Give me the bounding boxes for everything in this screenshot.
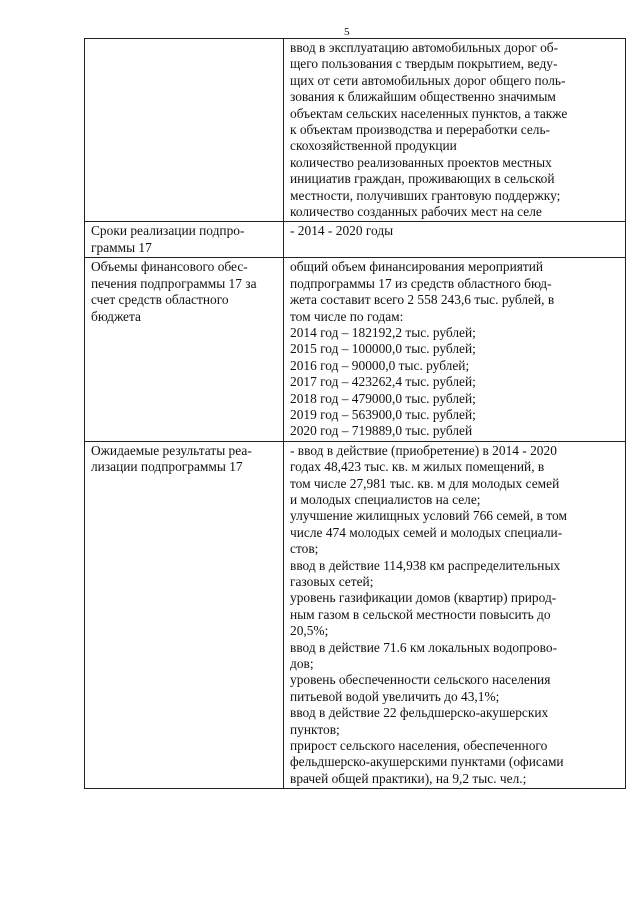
- text-line: количество реализованных проектов местных: [290, 154, 552, 170]
- text-line: стов;: [290, 541, 319, 557]
- text-line: 2014 год – 182192,2 тыс. рублей;: [290, 324, 476, 340]
- text-line: ввод в действие 71.6 км локальных водопрово-: [290, 639, 558, 655]
- text-line: том числе 27,981 тыс. кв. м для молодых семей: [290, 475, 560, 491]
- text-line: уровень обеспеченности сельского населения: [290, 672, 551, 688]
- text-line: 2020 год – 719889,0 тыс. рублей: [290, 423, 473, 439]
- text-line: ввод в действие 114,938 км распределительных: [290, 557, 561, 573]
- text-line: зования к ближайшим общественно значимым: [290, 89, 556, 105]
- text-line: 2018 год – 479000,0 тыс. рублей;: [290, 390, 476, 406]
- text-line: ввод в действие 22 фельдшерско-акушерских: [290, 705, 549, 721]
- row-value: [284, 441, 626, 789]
- text-line: числе 474 молодых семей и молодых специали-: [290, 524, 563, 540]
- subprogram-passport-table: [84, 38, 626, 789]
- text-line: 20,5%;: [290, 623, 329, 639]
- targets-row: [85, 39, 626, 222]
- expected-results-row: [85, 441, 626, 789]
- text-line: инициатив граждан, проживающих в сельской: [290, 171, 555, 187]
- text-line: скохозяйственной продукции: [290, 138, 457, 154]
- row-value: [284, 258, 626, 441]
- text-line: к объектам производства и переработки сель-: [290, 122, 551, 138]
- text-line: и молодых специалистов на селе;: [290, 491, 481, 507]
- page-number: 5: [344, 26, 350, 38]
- row-value: [284, 222, 626, 258]
- funding-row: [85, 258, 626, 441]
- text-line: 2019 год – 563900,0 тыс. рублей;: [290, 406, 476, 422]
- row-label: Ожидаемые результаты реа-лизации подпрограммы 17: [85, 441, 284, 789]
- text-line: 2015 год – 100000,0 тыс. рублей;: [290, 341, 476, 357]
- text-line: годах 48,423 тыс. кв. м жилых помещений, в: [290, 459, 545, 475]
- row-label: [85, 39, 284, 222]
- text-line: фельдшерско-акушерскими пунктами (офисами: [290, 754, 564, 770]
- text-line: ввод в эксплуатацию автомобильных дорог об-: [290, 40, 559, 55]
- text-line: питьевой водой увеличить до 43,1%;: [290, 688, 500, 704]
- text-line: том числе по годам:: [290, 308, 404, 324]
- text-line: врачей общей практики), на 9,2 тыс. чел.;: [290, 770, 527, 786]
- text-line: 2016 год – 90000,0 тыс. рублей;: [290, 357, 470, 373]
- text-line: общий объем финансирования мероприятий: [290, 259, 544, 275]
- text-line: ным газом в сельской местности повысить до: [290, 606, 551, 622]
- text-line: щих от сети автомобильных дорог общего поль-: [290, 72, 566, 88]
- text-line: местности, получивших грантовую поддержку;: [290, 187, 561, 203]
- timeline-row: [85, 222, 626, 258]
- text-line: дов;: [290, 656, 314, 672]
- text-line: газовых сетей;: [290, 574, 374, 589]
- text-line: пунктов;: [290, 721, 340, 737]
- text-line: объектам сельских населенных пунктов, а также: [290, 105, 568, 121]
- text-line: количество созданных рабочих мест на селе: [290, 204, 542, 220]
- text-line: улучшение жилищных условий 766 семей, в том: [290, 508, 567, 524]
- text-line: щего пользования с твердым покрытием, веду-: [290, 56, 558, 72]
- text-line: 2017 год – 423262,4 тыс. рублей;: [290, 374, 476, 390]
- text-line: уровень газификации домов (квартир) природ-: [290, 590, 557, 606]
- row-label: Объемы финансового обес-печения подпрограммы 17 за счет средств областного бюджета: [85, 258, 284, 441]
- text-line: жета составит всего 2 558 243,6 тыс. рублей, в: [290, 292, 555, 308]
- row-value: [284, 39, 626, 222]
- text-line: - 2014 - 2020 годы: [290, 223, 394, 239]
- text-line: - ввод в действие (приобретение) в 2014 - 2020: [290, 442, 557, 458]
- row-label: Сроки реализации подпро-граммы 17: [85, 222, 284, 258]
- text-line: прирост сельского населения, обеспеченного: [290, 738, 548, 754]
- text-line: подпрограммы 17 из средств областного бюд-: [290, 275, 552, 291]
